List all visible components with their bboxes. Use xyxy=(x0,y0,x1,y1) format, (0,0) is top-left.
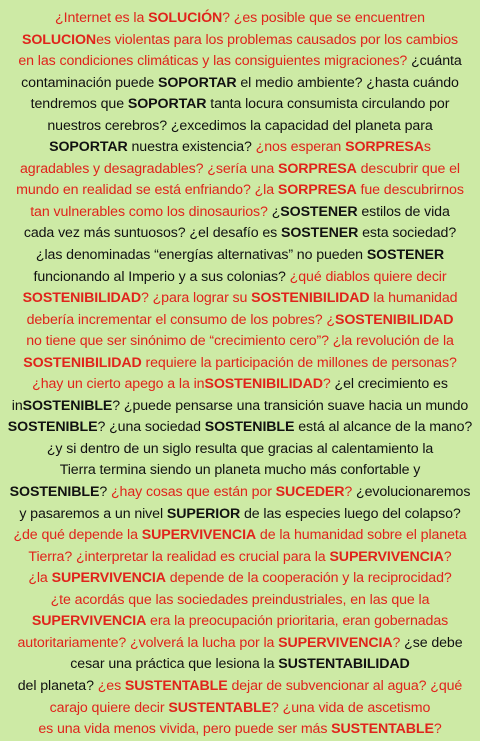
text-line xyxy=(0,633,480,655)
keyword-text: SUPERVIVENCIA xyxy=(329,548,444,565)
question-text: ¿Internet es la xyxy=(55,10,149,26)
text-line xyxy=(0,310,480,332)
question-text: depende de la cooperación y la reciprocidad? xyxy=(165,570,452,587)
question-text: no tiene que ser sinónimo de “crecimiento cero”? ¿la revolución de la xyxy=(26,333,454,350)
keyword-text: SOPORTAR xyxy=(158,74,237,91)
text-line xyxy=(0,245,480,267)
text-line xyxy=(0,30,480,52)
question-text: ¿se debe xyxy=(404,634,463,651)
text-line xyxy=(0,460,480,482)
text-line xyxy=(0,51,480,73)
question-text: es violentas para los problemas causados por los cambios xyxy=(96,31,458,48)
keyword-text: SUPERIOR xyxy=(166,505,241,522)
question-text: de las especies luego del colapso? xyxy=(240,505,461,522)
text-line xyxy=(0,94,480,116)
keyword-text: SUPERVIVENCIA xyxy=(31,613,147,630)
keyword-text: SOLUCIÓN xyxy=(148,10,223,26)
question-text: Tierra termina siendo un planeta mucho más confortable y xyxy=(59,462,421,479)
keyword-text: SOSTENIBLE xyxy=(22,397,113,414)
question-text: y pasaremos a un nivel xyxy=(19,505,167,522)
question-text: in xyxy=(11,397,23,414)
keyword-text: SUSTENTABILIDAD xyxy=(278,656,410,673)
question-text: ¿la xyxy=(28,570,52,587)
question-text: ¿ xyxy=(271,203,281,220)
question-text: requiere la participación de millones de personas? xyxy=(141,354,457,371)
question-text: dejar de subvencionar al agua? ¿qué xyxy=(227,677,463,694)
question-text: de la humanidad sobre el planeta xyxy=(256,527,467,544)
text-line xyxy=(0,73,480,95)
question-text: nuestra existencia? xyxy=(127,139,256,156)
text-line xyxy=(0,417,480,439)
text-line xyxy=(0,611,480,633)
text-line xyxy=(0,137,480,159)
keyword-text: SOPORTAR xyxy=(49,139,128,156)
text-line xyxy=(0,180,480,202)
text-line xyxy=(0,676,480,698)
question-text: ? xyxy=(344,484,356,501)
keyword-text: SORPRESA xyxy=(345,139,424,156)
question-text: ? ¿puede pensarse una transición suave hacia un mundo xyxy=(112,397,469,414)
question-text: tan vulnerables como los dinosaurios? xyxy=(30,203,272,220)
question-text: ? ¿es posible que se encuentren xyxy=(222,10,425,26)
text-line xyxy=(0,331,480,353)
keyword-text: SOSTENIBILIDAD xyxy=(23,354,142,371)
text-line xyxy=(0,374,480,396)
question-text: tendremos que xyxy=(30,96,128,113)
keyword-text: SOSTENIBILIDAD xyxy=(204,376,323,393)
question-text: está al alcance de la mano? xyxy=(294,419,473,436)
question-text: era la preocupación prioritaria, eran gobernadas xyxy=(146,613,449,630)
question-text: contaminación puede xyxy=(21,74,158,91)
question-text: en las condiciones climáticas y las consiguientes migraciones? xyxy=(18,53,412,70)
question-text: ? ¿una vida de ascetismo xyxy=(271,699,431,716)
text-line xyxy=(0,698,480,720)
question-text: funcionando al Imperio y a sus colonias? xyxy=(33,268,290,285)
question-text: ¿de qué depende la xyxy=(13,527,142,544)
text-line xyxy=(0,288,480,310)
text-line xyxy=(0,8,480,30)
text-line xyxy=(0,504,480,526)
question-text: carajo quiere decir xyxy=(49,699,169,716)
question-text: ¿te acordás que las sociedades preindustriales, en las que la xyxy=(50,591,430,608)
text-line xyxy=(0,267,480,289)
question-text: ¿hay cosas que están por xyxy=(110,484,276,501)
text-line xyxy=(0,223,480,245)
text-line xyxy=(0,159,480,181)
keyword-text: SOSTENER xyxy=(366,247,445,264)
question-text: ? xyxy=(443,548,452,565)
keyword-text: SOSTENIBLE xyxy=(7,419,98,436)
keyword-text: SOPORTAR xyxy=(127,96,207,113)
keyword-text: SUPERVIVENCIA xyxy=(141,527,257,544)
question-text: tanta locura consumista circulando por xyxy=(206,96,450,113)
keyword-text: SOSTENIBLE xyxy=(204,419,295,436)
text-line xyxy=(0,202,480,224)
text-line xyxy=(0,482,480,504)
keyword-text: SORPRESA xyxy=(277,182,357,199)
question-text: cada vez más suntuosos? ¿el desafío es xyxy=(23,225,281,242)
question-text: fue descubrirnos xyxy=(356,182,464,199)
question-text: ¿es xyxy=(97,677,125,694)
question-text: ¿qué diablos quiere decir xyxy=(289,268,447,285)
question-text: ? xyxy=(433,721,442,738)
question-text: debería incrementar el consumo de los pobres? ¿ xyxy=(26,311,335,328)
question-text: ¿las denominadas “energías alternativas” no pueden xyxy=(35,247,367,264)
text-line xyxy=(0,590,480,612)
question-text: estilos de vida xyxy=(357,203,450,220)
question-text: el medio ambiente? ¿hasta cuándo xyxy=(236,74,459,91)
text-line xyxy=(0,547,480,569)
keyword-text: SUPERVIVENCIA xyxy=(278,634,393,651)
question-text: ¿cuánta xyxy=(411,53,462,70)
question-text: ? xyxy=(322,376,335,393)
text-line xyxy=(0,396,480,418)
question-text: ¿nos esperan xyxy=(255,139,346,156)
question-text: es una vida menos vivida, pero puede ser más xyxy=(38,721,332,738)
text-line xyxy=(0,654,480,676)
text-line xyxy=(0,353,480,375)
keyword-text: SORPRESA xyxy=(277,160,357,177)
question-text: cesar una práctica que lesiona la xyxy=(70,656,279,673)
keyword-text: SOSTENIBILIDAD xyxy=(334,311,454,328)
text-line xyxy=(0,568,480,590)
keyword-text: SUCEDER xyxy=(275,484,345,501)
question-text: descubrir que el xyxy=(356,160,460,177)
keyword-text: SUSTENTABLE xyxy=(331,721,434,738)
keyword-text: SOSTENER xyxy=(281,225,359,242)
text-line xyxy=(0,719,480,741)
keyword-text: SOSTENER xyxy=(280,203,358,220)
question-text: mundo en realidad se está enfriando? ¿la xyxy=(16,182,278,199)
question-text: esta sociedad? xyxy=(358,225,457,242)
question-text: la humanidad xyxy=(369,290,458,307)
text-line xyxy=(0,116,480,138)
keyword-text: SUSTENTABLE xyxy=(168,699,272,716)
question-text: ¿y si dentro de un siglo resulta que gracias al calentamiento la xyxy=(46,440,434,457)
question-text: autoritariamente? ¿volverá la lucha por la xyxy=(17,634,279,651)
question-text: ? ¿para lograr su xyxy=(140,290,252,307)
question-text: ¿evolucionaremos xyxy=(356,484,471,501)
question-text: ? xyxy=(392,634,405,651)
text-line xyxy=(0,439,480,461)
question-text: ¿el crecimiento es xyxy=(334,376,448,393)
question-text: ? xyxy=(99,484,111,501)
keyword-text: SOSTENIBILIDAD xyxy=(22,290,141,307)
question-text: del planeta? xyxy=(17,677,98,694)
question-text: nuestros cerebros? ¿excedimos la capacidad del planeta para xyxy=(47,117,433,134)
question-text: s xyxy=(423,139,431,156)
keyword-text: SOSTENIBLE xyxy=(9,484,100,501)
question-text: Tierra? ¿interpretar la realidad es crucial para la xyxy=(28,548,330,565)
keyword-text: SUSTENTABLE xyxy=(124,677,228,694)
question-text: agradables y desagradables? ¿sería una xyxy=(20,160,278,177)
text-line xyxy=(0,525,480,547)
keyword-text: SOLUCION xyxy=(22,31,97,48)
keyword-text: SUPERVIVENCIA xyxy=(51,570,166,587)
question-text: ¿hay un cierto apego a la in xyxy=(32,376,205,393)
keyword-text: SOSTENIBILIDAD xyxy=(251,290,370,307)
question-text: ? ¿una sociedad xyxy=(97,419,205,436)
